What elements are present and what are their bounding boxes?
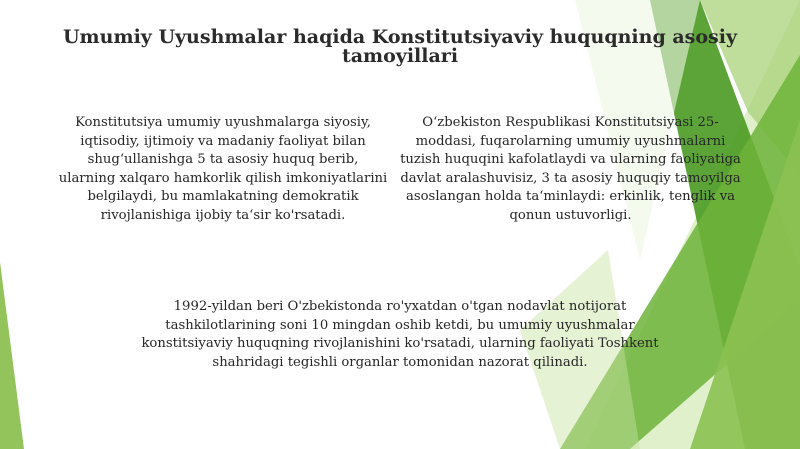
bottom-paragraph: 1992-yildan beri O'zbekistonda ro'yxatdan o'tgan nodavlat notijorat tashkilotlarining soni 10 mingdan oshib ketdi, bu umumiy uyushmalar konstitsiyaviy huquqning rivojlanishini ko'rsatadi, ularning faoliyati Toshkent shahridagi tegishli organlar tomonidan nazorat qilinadi. (141, 299, 659, 370)
left-paragraph: Konstitutsiya umumiy uyushmalarga siyosiy, iqtisodiy, ijtimoiy va madaniy faoliyat bilan shug‘ullanishga 5 ta asosiy huquq berib, ularning xalqaro hamkorlik qilish imkoniyatlarini belgilaydi, bu mamlakatning demokratik rivojlanishiga ijobiy ta‘sir ko'rsatadi. (58, 115, 388, 223)
left-edge-shape (0, 262, 24, 449)
right-paragraph: O‘zbekiston Respublikasi Konstitutsiyasi 25-moddasi, fuqarolarning umumiy uyushmalarni tuzish huquqini kafolatlaydi va ularning faoliyatiga davlat aralashuvisiz, 3 ta asosiy huquqiy tamoyilga asoslangan holda ta‘minlaydi: erkinlik, tenglik va qonun ustuvorligi. (400, 115, 741, 223)
slide-title: Umumiy Uyushmalar haqida Konstitutsiyaviy huquqning asosiy tamoyillari (62, 26, 738, 67)
